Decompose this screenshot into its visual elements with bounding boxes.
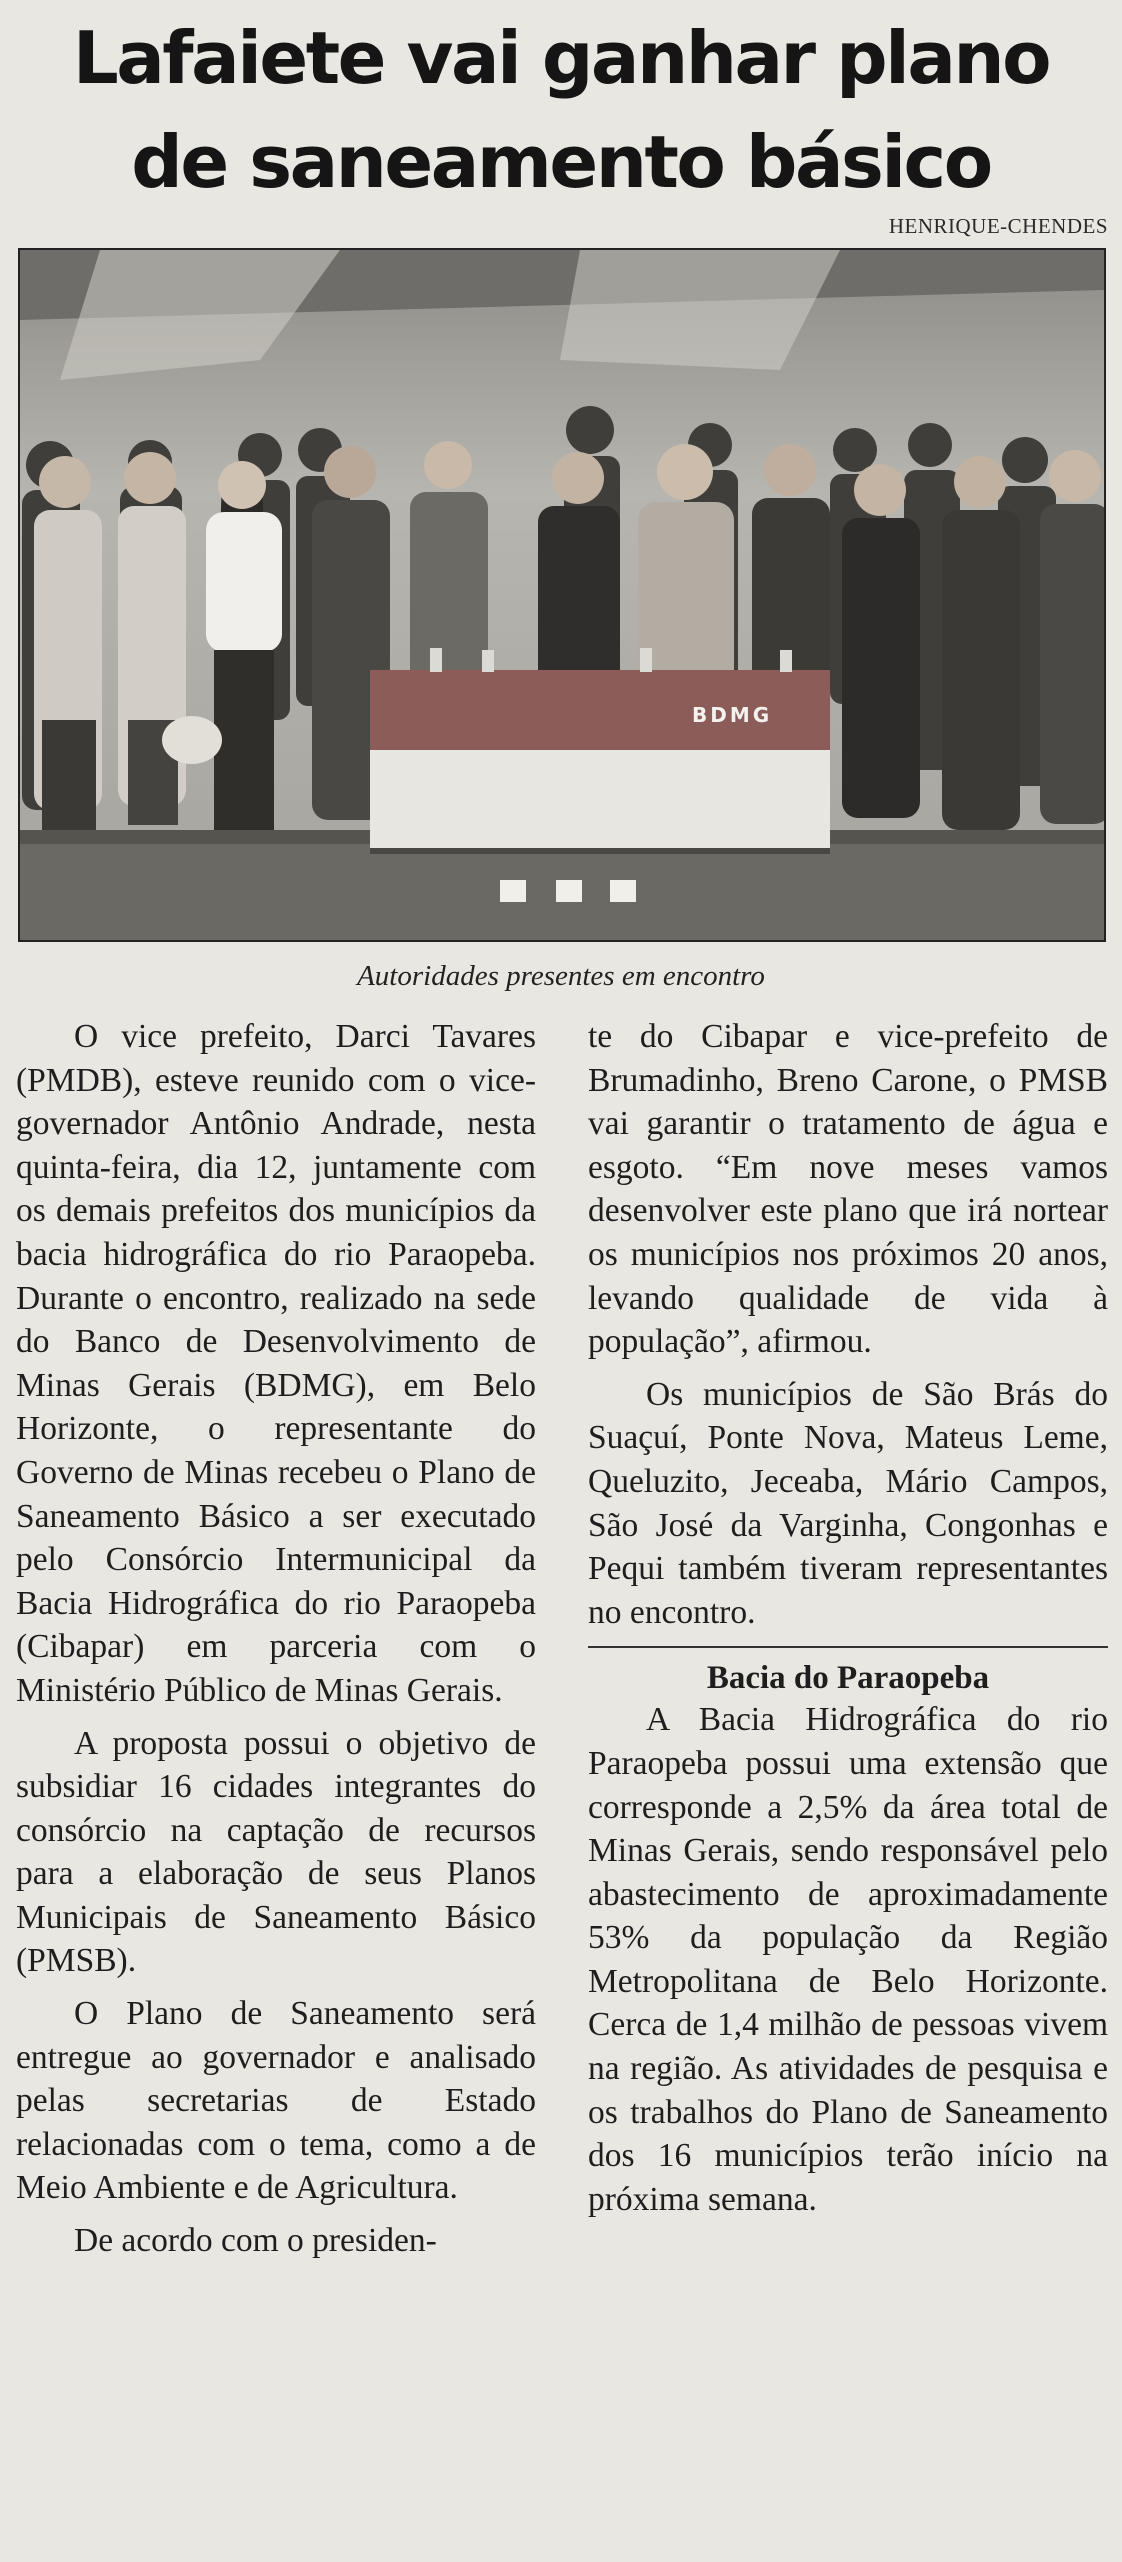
paragraph: De acordo com o presiden- — [74, 2222, 437, 2260]
paragraph: O vice prefeito, Darci Tavares (PMDB), esteve reunido com o vice-governador Antônio Andrade, nesta quinta-feira, dia 12, juntamente com os demais prefeitos dos municípios da bacia hidrográfica do rio Paraopeba. Durante o encontro, realizado na sede do Banco de Desenvolvimento de Minas Gerais (BDMG), em Belo Horizonte, o representante do Governo de Minas recebeu o Plano de Saneamento Básico a ser executado pelo Consórcio Intermunicipal da Bacia Hidrográfica do rio Paraopeba (Cibapar) em parceria com o Ministério Público de Minas Gerais. — [16, 1018, 536, 1709]
news-photo — [18, 248, 1106, 942]
article-column-right — [588, 1015, 1108, 2230]
paragraph: Os municípios de São Brás do Suaçuí, Ponte Nova, Mateus Leme, Queluzito, Jeceaba, Mário Campos, São José da Varginha, Congonhas e Pequi também tiveram representantes no encontro. — [588, 1375, 1108, 1631]
headline-line-1: Lafaiete vai ganhar plano — [72, 16, 1050, 100]
headline — [0, 6, 1122, 214]
stage-lights — [500, 880, 636, 902]
paragraph: A Bacia Hidrográfica do rio Paraopeba possui uma extensão que corresponde a 2,5% da área total de Minas Gerais, sendo responsável pelo abastecimento de aproximadamente 53% da população da Região Metropolitana de Belo Horizonte. Cerca de 1,4 milhão de pessoas vivem na região. As atividades de pesquisa e os trabalhos do Plano de Saneamento dos 16 municípios terão início na próxima semana. — [588, 1701, 1108, 2218]
photo-illustration — [20, 250, 1104, 940]
podium-table — [370, 648, 830, 854]
podium-logo-text: BDMG — [692, 703, 773, 727]
paragraph: O Plano de Saneamento será entregue ao governador e analisado pelas secretarias de Estado relacionadas com o tema, como a de Meio Ambiente e de Agricultura. — [16, 1995, 536, 2207]
paragraph: A proposta possui o objetivo de subsidiar 16 cidades integrantes do consórcio na captação de recursos para a elaboração de seus Planos Municipais de Saneamento Básico (PMSB). — [16, 1724, 536, 1980]
section-subhead: Bacia do Paraopeba — [588, 1646, 1108, 1698]
photo-caption: Autoridades presentes em encontro — [357, 960, 765, 992]
photo-credit: HENRIQUE-CHENDES — [888, 214, 1108, 238]
article-column-left — [16, 1015, 536, 2272]
headline-line-2: de saneamento básico — [131, 120, 991, 204]
paragraph-continued: te do Cibapar e vice-prefeito de Brumadinho, Breno Carone, o PMSB vai garantir o tratamento de água e esgoto. “Em nove meses vamos desenvolver este plano que irá nortear os municípios nos próximos 20 anos, levando qualidade de vida à população”, afirmou. — [588, 1018, 1108, 1361]
